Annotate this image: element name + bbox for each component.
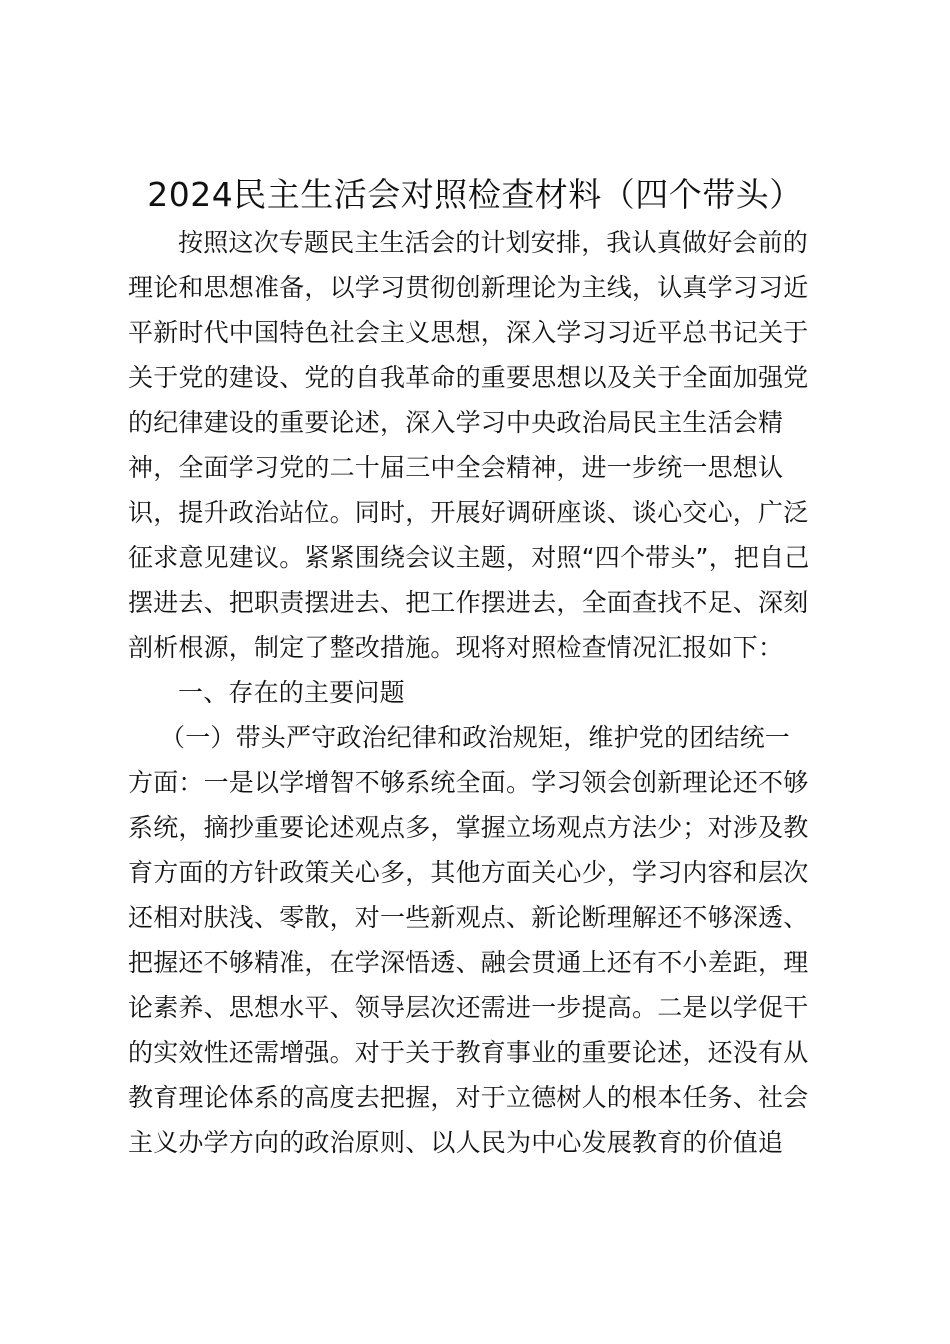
paragraph-line: 剖析根源，制定了整改措施。现将对照检查情况汇报如下： xyxy=(128,633,784,662)
paragraph-line: 教育理论体系的高度去把握，对于立德树人的根本任务、社会 xyxy=(128,1083,809,1112)
paragraph-line: 的实效性还需增强。对于关于教育事业的重要论述，还没有从 xyxy=(128,1038,809,1067)
paragraph-line: 主义办学方向的政治原则、以人民为中心发展教育的价值追 xyxy=(128,1128,784,1157)
document-title: 2024民主生活会对照检查材料（四个带头） xyxy=(147,175,803,214)
paragraph-line: 系统，摘抄重要论述观点多，掌握立场观点方法少；对涉及教 xyxy=(128,813,809,842)
paragraph-line: 按照这次专题民主生活会的计划安排，我认真做好会前的 xyxy=(178,228,809,257)
paragraph-line: 摆进去、把职责摆进去、把工作摆进去，全面查找不足、深刻 xyxy=(128,588,809,617)
subsection-heading-line: （一）带头严守政治纪律和政治规矩，维护党的团结统一 xyxy=(160,723,791,752)
paragraph-line: 识，提升政治站位。同时，开展好调研座谈、谈心交心，广泛 xyxy=(128,498,809,527)
paragraph-line: 的纪律建设的重要论述，深入学习中央政治局民主生活会精 xyxy=(128,408,784,437)
paragraph-line: 征求意见建议。紧紧围绕会议主题，对照“四个带头”，把自己 xyxy=(128,543,810,572)
paragraph-line: 关于党的建设、党的自我革命的重要思想以及关于全面加强党 xyxy=(128,363,809,392)
paragraph-line: 论素养、思想水平、领导层次还需进一步提高。二是以学促干 xyxy=(128,993,809,1022)
paragraph-line: 把握还不够精准，在学深悟透、融会贯通上还有不小差距，理 xyxy=(128,948,809,977)
paragraph-line: 还相对肤浅、零散，对一些新观点、新论断理解还不够深透、 xyxy=(128,903,809,932)
paragraph-line: 理论和思想准备，以学习贯彻创新理论为主线，认真学习习近 xyxy=(128,273,809,302)
paragraph-line: 神，全面学习党的二十届三中全会精神，进一步统一思想认 xyxy=(128,453,784,482)
section-heading: 一、存在的主要问题 xyxy=(178,678,405,707)
paragraph-line: 平新时代中国特色社会主义思想，深入学习习近平总书记关于 xyxy=(128,318,809,347)
paragraph-line: 育方面的方针政策关心多，其他方面关心少，学习内容和层次 xyxy=(128,858,809,887)
paragraph-line: 方面：一是以学增智不够系统全面。学习领会创新理论还不够 xyxy=(128,768,809,797)
